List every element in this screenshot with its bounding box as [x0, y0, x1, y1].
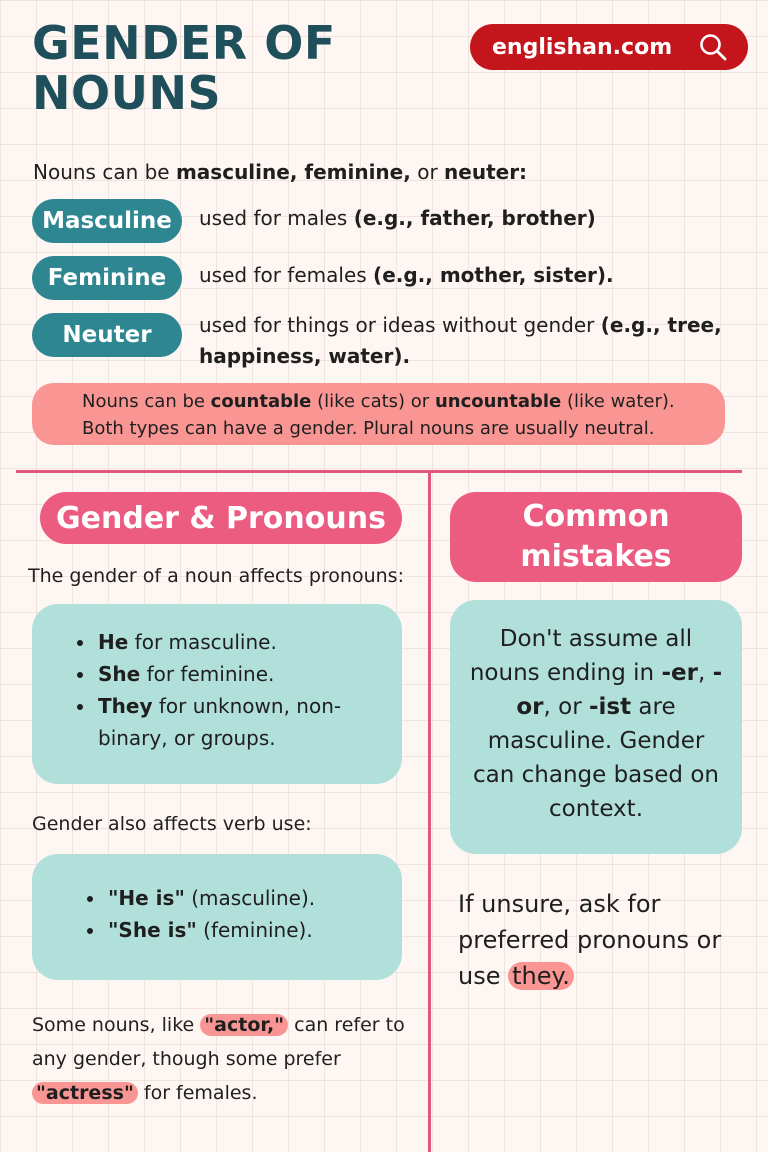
unsure-advice: If unsure, ask for preferred pronouns or use they. — [458, 890, 722, 990]
site-search-bar[interactable] — [470, 24, 748, 70]
masculine-description: used for males (e.g., father, brother) — [199, 206, 596, 230]
tag-neuter: Neuter — [32, 313, 182, 357]
pronouns-intro: The gender of a noun affects pronouns: — [28, 565, 404, 587]
highlight-actress: "actress" — [32, 1082, 138, 1104]
note-line-2: Both types can have a gender. Plural nouns are usually neutral. — [82, 418, 655, 439]
list-item: • He for masculine. — [96, 626, 382, 658]
highlight-they: they. — [508, 962, 574, 990]
neuter-description: used for things or ideas without gender (e.g., tree, happiness, water). — [199, 313, 722, 368]
verb-intro: Gender also affects verb use: — [32, 813, 312, 835]
pronouns-box — [32, 604, 402, 784]
search-icon[interactable] — [698, 32, 728, 62]
tag-feminine: Feminine — [32, 256, 182, 300]
list-item: • She for feminine. — [96, 658, 382, 690]
list-item: • "He is" (masculine). — [106, 882, 382, 914]
pronouns-list — [96, 626, 382, 754]
highlight-actor: "actor," — [200, 1014, 288, 1036]
feminine-description: used for females (e.g., mother, sister). — [199, 263, 614, 287]
list-item: • "She is" (feminine). — [106, 914, 382, 946]
horizontal-divider — [16, 470, 742, 473]
list-item: • They for unknown, non-binary, or groups. — [96, 690, 382, 754]
gender-pronouns-heading: Gender & Pronouns — [40, 492, 402, 544]
actor-note: Some nouns, like "actor," can refer to any gender, though some prefer "actress" for females. — [32, 1014, 405, 1104]
vertical-divider — [428, 472, 431, 1152]
tag-masculine: Masculine — [32, 199, 182, 243]
page-title: GENDER OF NOUNS — [32, 16, 336, 120]
intro-text: Nouns can be masculine, feminine, or neuter: — [33, 160, 528, 184]
site-name[interactable]: englishan.com — [492, 34, 673, 60]
note-line-1: Nouns can be countable (like cats) or uncountable (like water). — [82, 391, 675, 412]
countable-note — [32, 383, 725, 445]
verb-list — [106, 882, 382, 946]
mistakes-box: Don't assume all nouns ending in -er, -or, or -ist are masculine. Gender can change based on context. — [450, 600, 742, 854]
verb-box — [32, 854, 402, 980]
common-mistakes-heading: Common mistakes — [450, 492, 742, 582]
